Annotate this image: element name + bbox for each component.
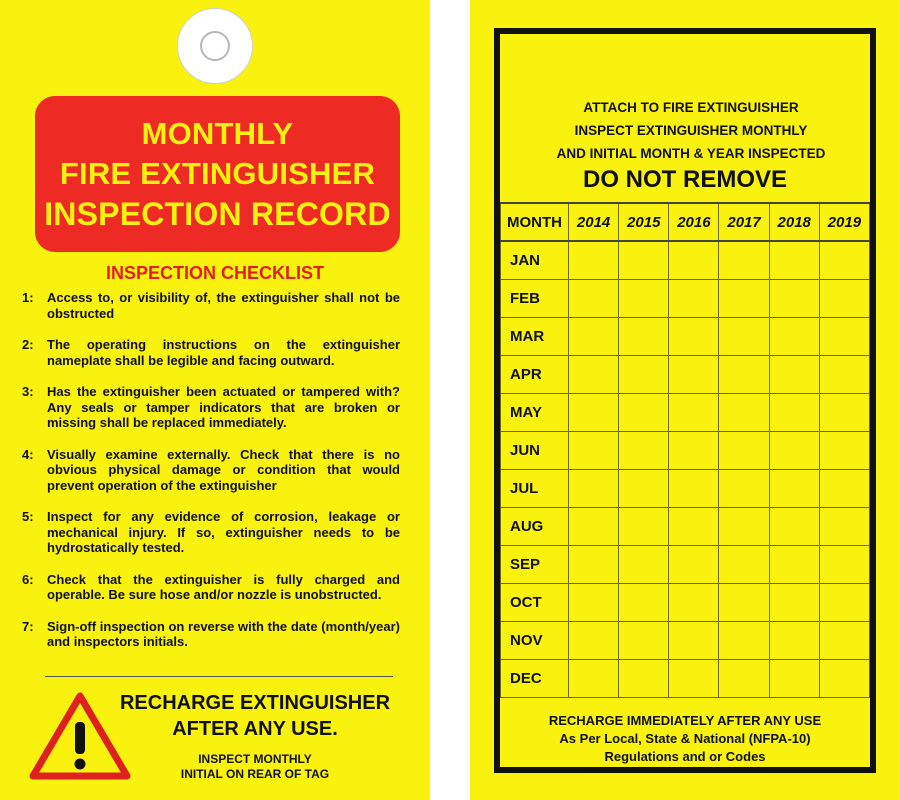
recharge-warning [115, 690, 395, 742]
initial-cell[interactable] [569, 621, 619, 659]
initial-cell[interactable] [569, 507, 619, 545]
initial-cell[interactable] [569, 393, 619, 431]
grid-row-aug [501, 507, 870, 545]
month-label: JUL [501, 469, 569, 507]
grid-row-dec [501, 659, 870, 697]
initial-cell[interactable] [819, 317, 869, 355]
initial-cell[interactable] [769, 469, 819, 507]
month-label: MAR [501, 317, 569, 355]
back-footer-line-1: RECHARGE IMMEDIATELY AFTER ANY USE [548, 713, 822, 728]
initial-cell[interactable] [819, 583, 869, 621]
month-label: APR [501, 355, 569, 393]
initial-cell[interactable] [769, 583, 819, 621]
checklist-item-number: 5: [22, 509, 34, 524]
initial-cell[interactable] [619, 241, 669, 279]
initial-cell[interactable] [669, 621, 719, 659]
back-footer [500, 712, 870, 766]
initial-cell[interactable] [769, 431, 819, 469]
title-line-3: INSPECTION RECORD [44, 196, 391, 232]
year-header: 2018 [769, 203, 819, 241]
grid-row-jul [501, 469, 870, 507]
initial-cell[interactable] [569, 659, 619, 697]
initial-cell[interactable] [669, 317, 719, 355]
initial-cell[interactable] [619, 393, 669, 431]
initial-cell[interactable] [819, 241, 869, 279]
initial-cell[interactable] [569, 355, 619, 393]
initial-cell[interactable] [769, 355, 819, 393]
grid-row-mar [501, 317, 870, 355]
checklist-item-text: Sign-off inspection on reverse with the date (month/year) and inspectors initials. [47, 618, 400, 649]
back-header [500, 96, 882, 165]
month-label: MAY [501, 393, 569, 431]
initial-cell[interactable] [569, 545, 619, 583]
back-frame [494, 28, 876, 773]
initial-cell[interactable] [669, 431, 719, 469]
initial-cell[interactable] [819, 621, 869, 659]
initial-cell[interactable] [769, 545, 819, 583]
title-box [35, 96, 400, 252]
initial-cell[interactable] [669, 583, 719, 621]
checklist-item [22, 447, 400, 494]
inspect-note-line-2: INITIAL ON REAR OF TAG [180, 767, 330, 781]
initial-cell[interactable] [569, 583, 619, 621]
grid-row-may [501, 393, 870, 431]
grid-row-jun [501, 431, 870, 469]
inspection-grid [500, 202, 870, 698]
initial-cell[interactable] [719, 317, 769, 355]
initial-cell[interactable] [719, 355, 769, 393]
checklist-item [22, 509, 400, 556]
year-header: 2016 [669, 203, 719, 241]
month-label: JAN [501, 241, 569, 279]
initial-cell[interactable] [769, 279, 819, 317]
grommet [200, 31, 230, 61]
initial-cell[interactable] [619, 469, 669, 507]
checklist-item-text: Check that the extinguisher is fully charged and operable. Be sure hose and/or nozzle is unobstructed. [47, 571, 400, 602]
year-header: 2017 [719, 203, 769, 241]
grid-row-apr [501, 355, 870, 393]
initial-cell[interactable] [819, 393, 869, 431]
initial-cell[interactable] [669, 393, 719, 431]
initial-cell[interactable] [819, 545, 869, 583]
initial-cell[interactable] [719, 431, 769, 469]
initial-cell[interactable] [669, 241, 719, 279]
back-header-line-3: AND INITIAL MONTH & YEAR INSPECTED [556, 146, 826, 161]
initial-cell[interactable] [569, 431, 619, 469]
initial-cell[interactable] [719, 393, 769, 431]
checklist-item [22, 572, 400, 603]
initial-cell[interactable] [769, 659, 819, 697]
year-header: 2019 [819, 203, 869, 241]
initial-cell[interactable] [669, 469, 719, 507]
grid-row-jan [501, 241, 870, 279]
grid-row-nov [501, 621, 870, 659]
month-label: DEC [501, 659, 569, 697]
initial-cell[interactable] [769, 393, 819, 431]
back-header-line-2: INSPECT EXTINGUISHER MONTHLY [574, 123, 808, 138]
checklist-item [22, 384, 400, 431]
month-label: AUG [501, 507, 569, 545]
month-column-header: MONTH [501, 203, 569, 241]
initial-cell[interactable] [569, 317, 619, 355]
grid-body [501, 241, 870, 697]
back-header-line-1: ATTACH TO FIRE EXTINGUISHER [583, 100, 799, 115]
checklist-item-text: Inspect for any evidence of corrosion, leakage or mechanical injury. If so, extinguisher needs to be hydrostatically tested. [47, 509, 400, 555]
tag-hole [177, 8, 253, 84]
month-label: OCT [501, 583, 569, 621]
initial-cell[interactable] [669, 545, 719, 583]
title-line-1: MONTHLY [141, 116, 294, 151]
initial-cell[interactable] [819, 659, 869, 697]
year-header: 2015 [619, 203, 669, 241]
initial-cell[interactable] [619, 621, 669, 659]
tag-front [0, 0, 430, 800]
initial-cell[interactable] [819, 279, 869, 317]
grid-row-sep [501, 545, 870, 583]
year-header: 2014 [569, 203, 619, 241]
month-label: SEP [501, 545, 569, 583]
initial-cell[interactable] [719, 241, 769, 279]
checklist-item-number: 1: [22, 290, 34, 305]
initial-cell[interactable] [719, 583, 769, 621]
recharge-line-1: RECHARGE EXTINGUISHER [119, 692, 391, 714]
initial-cell[interactable] [569, 279, 619, 317]
do-not-remove: DO NOT REMOVE [582, 166, 787, 193]
initial-cell[interactable] [569, 241, 619, 279]
inspection-checklist [22, 290, 400, 666]
checklist-item [22, 337, 400, 368]
checklist-item-text: Has the extinguisher been actuated or tampered with? Any seals or tamper indicators that are broken or missing shall be replaced immediately. [47, 384, 400, 430]
initial-cell[interactable] [619, 507, 669, 545]
inspect-note-line-1: INSPECT MONTHLY [198, 752, 312, 766]
divider [45, 676, 393, 677]
grid-row-oct [501, 583, 870, 621]
initial-cell[interactable] [719, 545, 769, 583]
back-footer-line-2: As Per Local, State & National (NFPA-10) [559, 731, 811, 746]
initial-cell[interactable] [819, 469, 869, 507]
initial-cell[interactable] [669, 279, 719, 317]
initial-cell[interactable] [719, 507, 769, 545]
checklist-item-number: 3: [22, 384, 34, 399]
grid-row-feb [501, 279, 870, 317]
title-line-2: FIRE EXTINGUISHER [59, 156, 376, 191]
initial-cell[interactable] [669, 355, 719, 393]
initial-cell[interactable] [719, 621, 769, 659]
initial-cell[interactable] [769, 317, 819, 355]
initial-cell[interactable] [719, 659, 769, 697]
checklist-item [22, 619, 400, 650]
inspect-note [135, 752, 375, 782]
back-footer-line-3: Regulations and or Codes [604, 749, 766, 764]
checklist-item-number: 4: [22, 446, 34, 462]
month-label: NOV [501, 621, 569, 659]
initial-cell[interactable] [619, 431, 669, 469]
checklist-item-text: Visually examine externally. Check that there is no obvious physical damage or condition that would prevent operation of the extinguisher [47, 446, 400, 493]
tag-back [470, 0, 900, 800]
checklist-item-text: Access to, or visibility of, the extinguisher shall not be obstructed [47, 290, 400, 321]
initial-cell[interactable] [769, 621, 819, 659]
month-label: JUN [501, 431, 569, 469]
initial-cell[interactable] [819, 355, 869, 393]
checklist-item-text: The operating instructions on the extinguisher nameplate shall be legible and facing outward. [47, 337, 400, 368]
checklist-item [22, 290, 400, 321]
initial-cell[interactable] [819, 507, 869, 545]
initial-cell[interactable] [619, 659, 669, 697]
initial-cell[interactable] [619, 317, 669, 355]
recharge-line-2: AFTER ANY USE. [172, 718, 338, 740]
checklist-item-number: 2: [22, 337, 34, 352]
initial-cell[interactable] [619, 279, 669, 317]
initial-cell[interactable] [619, 545, 669, 583]
month-label: FEB [501, 279, 569, 317]
initial-cell[interactable] [769, 241, 819, 279]
initial-cell[interactable] [619, 355, 669, 393]
checklist-heading: INSPECTION CHECKLIST [105, 263, 324, 283]
initial-cell[interactable] [669, 507, 719, 545]
initial-cell[interactable] [769, 507, 819, 545]
initial-cell[interactable] [569, 469, 619, 507]
checklist-item-number: 7: [22, 618, 34, 634]
initial-cell[interactable] [669, 659, 719, 697]
checklist-item-number: 6: [22, 571, 34, 587]
initial-cell[interactable] [819, 431, 869, 469]
initial-cell[interactable] [719, 279, 769, 317]
initial-cell[interactable] [719, 469, 769, 507]
initial-cell[interactable] [619, 583, 669, 621]
